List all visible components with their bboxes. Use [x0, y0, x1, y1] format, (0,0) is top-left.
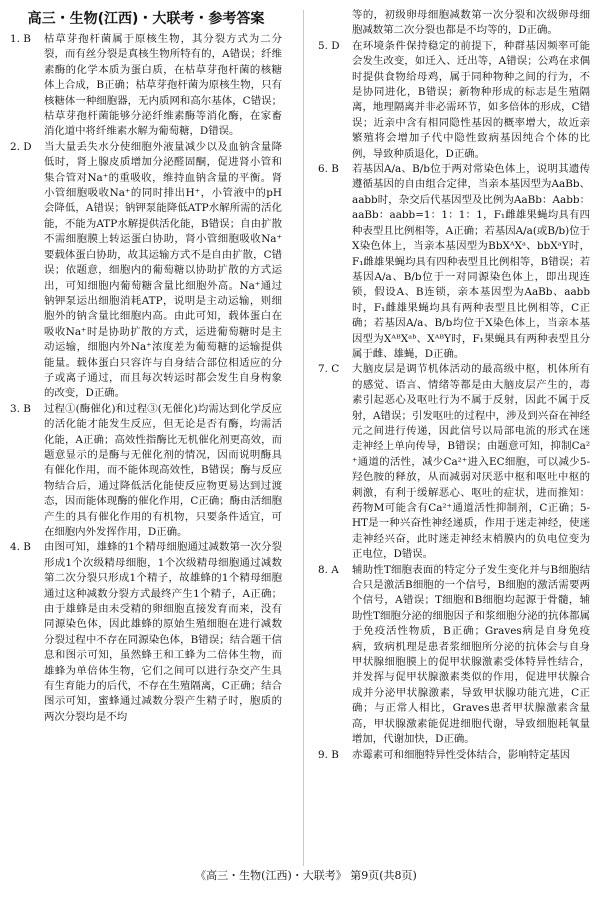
- answer-item: [318, 563, 590, 748]
- answer-item: [318, 162, 590, 362]
- answer-item: [10, 540, 282, 725]
- right-answer-list: [318, 8, 590, 763]
- answer-item: [318, 748, 590, 763]
- answer-explanation: 赤霉素可和细胞特异性受体结合，影响特定基因: [352, 748, 571, 761]
- answer-item: [318, 39, 590, 162]
- answer-item: [10, 402, 282, 541]
- answer-item: [318, 8, 590, 39]
- answer-explanation: 若基因A/a、B/b位于两对常染色体上，说明其遗传遵循基因的自由组合定律，当亲本基因型为AaBb、aabb时，杂交后代基因型及比例为AaBb：Aabb：aaBb：aabb=1：1：1：1，F₁雌雄果蝇均具有四种表型且比例相等，A正确；若基因A/a(或B/b)位于X染色体上，当亲本基因型为BbXᴬXᵃ、bbXᵃY时，F₁雌雄果蝇均具有四种表型且比例相等，B错误；若基因A/a、B/b位于一对同源染色体上，即出现连锁，假设A、B连锁，亲本基因型为AaBb、aabb时，F₁雌雄果蝇均具有两种表型且比例相等，C正确；若基因A/a、B/b均位于X染色体上，当亲本基因型为XᴬᴮXᵃᵇ、XᴬᴮY时，F₁果蝇具有两种表型且分属于雌、雄蝇，D正确。: [352, 163, 590, 360]
- answer-number: 4. B: [10, 541, 31, 554]
- answer-number: [318, 8, 352, 39]
- answer-item: [10, 140, 282, 402]
- right-column: [318, 8, 590, 763]
- answer-explanation: 在环境条件保持稳定的前提下，种群基因频率可能会发生改变，如迁入、迁出等，A错误；公鸡在求偶时提供食物给母鸡，属于同种物种之间的行为，不是协同进化，B错误；新物种形成的标志是生殖隔离，地理隔离并非必需环节，如多倍体的形成，C错误；近亲中含有相同隐性基因的概率增大，故近亲繁殖将会增加子代中隐性致病基因纯合个体的比例，导致种质退化，D正确。: [352, 39, 590, 160]
- page-title: 高三・生物(江西)・大联考・参考答案: [27, 11, 265, 27]
- answer-number: 2. D: [10, 140, 32, 153]
- answer-explanation: 等的，初级卵母细胞减数第一次分裂和次级卵母细胞减数第二次分裂也都是不均等的，D正确。: [352, 9, 590, 37]
- answer-explanation: 枯草芽孢杆菌属于原核生物，其分裂方式为二分裂，而有丝分裂是真核生物所特有的，A错误；纤维素酶的化学本质为蛋白质，在枯草芽孢杆菌的核糖体上合成，B正确；枯草芽孢杆菌为原核生物，只有核糖体一种细胞器，无内质网和高尔基体，C错误；枯草芽孢杆菌能够分泌纤维素酶等消化酶，在家畜消化道中将纤维素水解为葡萄糖，D错误。: [44, 33, 282, 138]
- answer-number: 9. B: [318, 748, 339, 761]
- answer-explanation: 当大量丢失水分使细胞外液量减少以及血钠含量降低时，肾上腺皮质增加分泌醛固酮，促进肾小管和集合管对Na⁺的重吸收，维持血钠含量的平衡。肾小管细胞吸收Na⁺的同时排出H⁺，小管液中的pH会降低，A错误；钠钾泵能降低ATP水解所需的活化能，不能为ATP水解提供活化能，B错误；自由扩散不需细胞膜上转运蛋白协助，肾小管细胞吸收Na⁺要载体蛋白协助，故其运输方式不是自由扩散，C错误；依题意，细胞内的葡萄糖以协助扩散的方式运出，可知细胞内葡萄糖含量比细胞外高。Na⁺通过钠钾泵运出细胞消耗ATP，说明是主动运输，则细胞外的钠含量比细胞内高。由此可知，载体蛋白在吸收Na⁺时是协助扩散的方式，运进葡萄糖时是主动运输，细胞内外Na⁺浓度差为葡萄糖的运输提供能量。载体蛋白只容许与自身结合部位相适应的分子或离子通过，而且每次转运时都会发生自身构象的改变，D正确。: [44, 140, 282, 400]
- answer-item: [318, 362, 590, 562]
- answer-explanation: 由图可知，雄蜂的1个精母细胞通过减数第一次分裂形成1个次级精母细胞，1个次级精母细胞通过减数第二次分裂只形成1个精子，故雄蜂的1个精母细胞通过这种减数分裂方式最终产生1个精子，A正确；由于雄蜂是由未受精的卵细胞直接发育而来，没有同源染色体，因此雄蜂的原始生殖细胞在进行减数分裂过程中不存在同源染色体，B错误；结合题干信息和图示可知，虽然蜂王和工蜂为二倍体生物，而雄蜂为单倍体生物，它们之间可以进行杂交产生具有生育能力的后代，不存在生殖隔离，C正确；结合图示可知，蜜蜂通过减数分裂产生精子时，胞质的两次分裂均是不均: [44, 541, 282, 723]
- page-footer: 《高三・生物(江西)・大联考》 第9页(共8页): [195, 869, 417, 882]
- answer-number: 7. C: [318, 363, 340, 376]
- answer-number: 5. D: [318, 39, 340, 52]
- answer-number: 1. B: [10, 33, 31, 45]
- column-divider: [303, 10, 304, 866]
- answer-number: 8. A: [318, 563, 339, 576]
- left-answer-list: [10, 32, 282, 725]
- answer-number: 6. B: [318, 163, 339, 176]
- answer-number: 3. B: [10, 402, 31, 415]
- answer-explanation: 过程①(酶催化)和过程③(无催化)均需达到化学反应的活化能才能发生反应，但无论是否有酶，均需活化能，A正确；高效性指酶比无机催化剂更高效，而题意显示的是酶与无催化剂的情况，因而说明酶具有催化作用，而不能体现高效性，B错误；酶与反应物结合后，通过降低活化能使反应物更易达到过渡态，因而能体现酶的催化作用，C正确；酶由活细胞产生的具有催化作用的有机物，只要条件适宜，可在细胞内外发挥作用，D正确。: [44, 402, 282, 538]
- answer-explanation: 大脑皮层是调节机体活动的最高级中枢，机体所有的感觉、语言、情绪等都是由大脑皮层产生的，毒素引起恶心及呕吐行为不属于反射，因此不属于反射，A错误；引发呕吐的过程中，涉及到兴奋在神经元之间进行传递，因此信号以局部电流的形式在迷走神经上单向传导，B错误；由题意可知，抑制Ca²⁺通道的活性，减少Ca²⁺进入EC细胞，可以减少5-羟色胺的释放，从而减弱对厌恶中枢和呕吐中枢的刺激，有利于缓解恶心、呕吐的症状，进而推知：药物M可能含有Ca²⁺通道活性抑制剂，C正确；5-HT是一种兴奋性神经递质，作用于迷走神经，使迷走神经兴奋，此时迷走神经末梢膜内的负电位变为正电位，D错误。: [352, 363, 590, 561]
- answer-item: [10, 32, 282, 140]
- answer-explanation: 辅助性T细胞表面的特定分子发生变化并与B细胞结合只是激活B细胞的一个信号，B细胞的激活需要两个信号，A错误；T细胞和B细胞均起源于骨髓，辅助性T细胞分泌的细胞因子和浆细胞分泌的抗体都属于免疫活性物质，B正确；Graves病是自身免疫病，致病机理是患者浆细胞所分泌的抗体会与自身甲状腺细胞膜上的促甲状腺激素受体特异性结合，并发挥与促甲状腺激素类似的作用，促进甲状腺合成并分泌甲状腺激素，导致甲状腺功能亢进，C正确；与正常人相比，Graves患者甲状腺激素含量高，甲状腺激素能促进细胞代谢，导致细胞耗氧量增加，代谢加快，D正确。: [352, 563, 590, 746]
- left-column: [10, 8, 282, 725]
